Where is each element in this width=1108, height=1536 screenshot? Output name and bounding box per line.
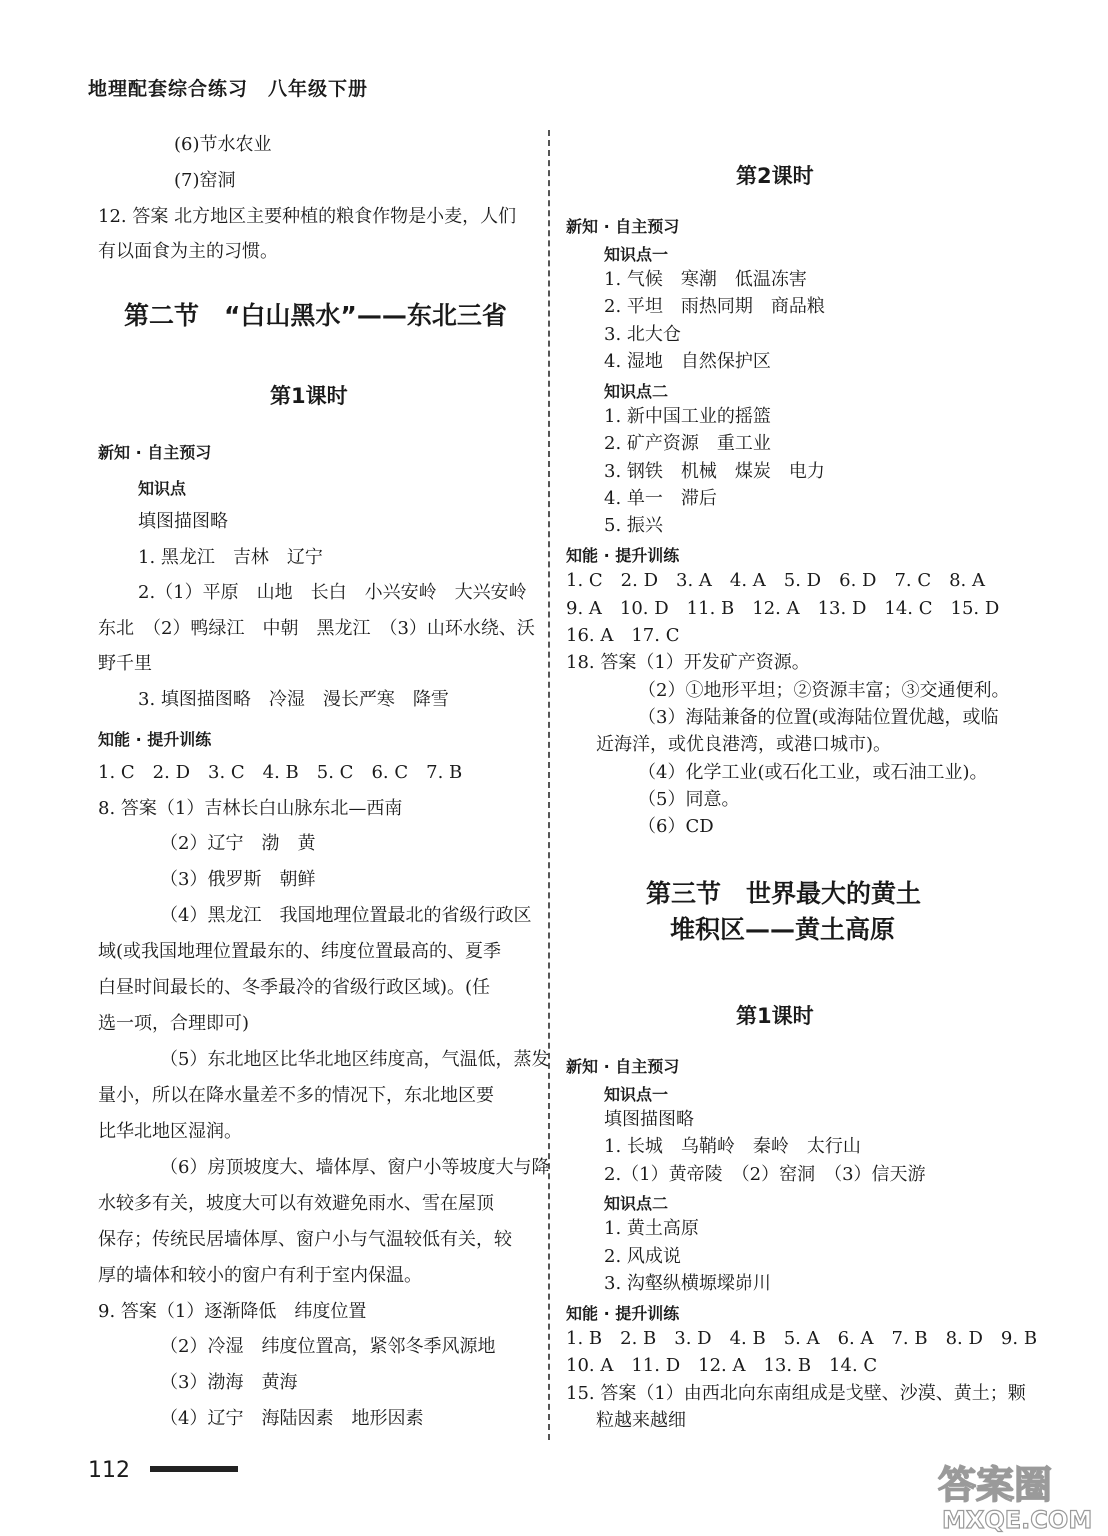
tag-training-3: 知能 · 提升训练 xyxy=(566,1304,680,1323)
tag-knowledge-point-4: 知识点二 xyxy=(604,1194,669,1213)
left-text-line: 白昼时间最长的、冬季最冷的省级行政区域)。(任 xyxy=(98,977,491,998)
left-text-line: 量小，所以在降水量差不多的情况下，东北地区要 xyxy=(98,1085,494,1106)
left-text-line: 2.（1）平原 山地 长白 小兴安岭 大兴安岭 xyxy=(138,582,527,603)
footer-bar xyxy=(150,1466,238,1472)
tag-knowledge-point-3: 知识点一 xyxy=(604,1085,669,1104)
right-text-line: （3）海陆兼备的位置(或海陆位置优越，或临 xyxy=(638,707,999,728)
lesson-title-2: 第2课时 xyxy=(736,164,814,188)
right-text-line: 填图描图略 xyxy=(604,1109,694,1130)
left-text-line: 8. 答案（1）吉林长白山脉东北—西南 xyxy=(98,798,403,819)
left-text-line: 1. 黑龙江 吉林 辽宁 xyxy=(138,547,323,568)
right-text-line: 4. 单一 滞后 xyxy=(604,488,717,509)
left-text-line: （2）冷湿 纬度位置高，紧邻冬季风源地 xyxy=(160,1336,496,1357)
tag-training-2: 知能 · 提升训练 xyxy=(566,546,680,565)
left-text-line: 9. 答案（1）逐渐降低 纬度位置 xyxy=(98,1301,367,1322)
right-text-line: 1. C 2. D 3. A 4. A 5. D 6. D 7. C 8. A xyxy=(566,570,986,591)
column-divider xyxy=(548,130,550,1440)
right-text-line: 10. A 11. D 12. A 13. B 14. C xyxy=(566,1355,878,1376)
left-text-line: 填图描图略 xyxy=(138,511,228,532)
right-text-line: 4. 湿地 自然保护区 xyxy=(604,351,771,372)
lesson-title-3: 第1课时 xyxy=(736,1004,814,1028)
right-text-line: 2. 矿产资源 重工业 xyxy=(604,433,771,454)
left-text-line: 1. C 2. D 3. C 4. B 5. C 6. C 7. B xyxy=(98,762,463,783)
right-text-line: 2.（1）黄帝陵 （2）窑洞 （3）信天游 xyxy=(604,1164,926,1185)
left-text-line: 选一项，合理即可) xyxy=(98,1013,250,1034)
tag-knowledge-point-1: 知识点一 xyxy=(604,245,669,264)
right-text-line: 粒越来越细 xyxy=(596,1410,686,1431)
right-text-line: 16. A 17. C xyxy=(566,625,680,646)
right-text-line: （6）CD xyxy=(638,816,714,837)
left-text-line: 厚的墙体和较小的窗户有利于室内保温。 xyxy=(98,1265,422,1286)
section-title-3-line2: 堆积区——黄土高原 xyxy=(670,915,896,944)
right-text-line: 2. 风成说 xyxy=(604,1246,681,1267)
tag-preview: 新知 · 自主预习 xyxy=(98,443,212,462)
right-text-line: 18. 答案（1）开发矿产资源。 xyxy=(566,652,810,673)
left-text-line: （2）辽宁 渤 黄 xyxy=(160,833,316,854)
left-text-line: 比华北地区湿润。 xyxy=(98,1121,242,1142)
right-text-line: 5. 振兴 xyxy=(604,515,663,536)
right-text-line: 1. 黄土高原 xyxy=(604,1218,699,1239)
left-text-line: (7)窑洞 xyxy=(174,170,236,191)
left-text-line: （4）黑龙江 我国地理位置最北的省级行政区 xyxy=(160,905,532,926)
left-text-line: 野千里 xyxy=(98,653,152,674)
tag-knowledge-point-2: 知识点二 xyxy=(604,382,669,401)
section-title-3-line1: 第三节 世界最大的黄土 xyxy=(646,879,922,908)
left-text-line: 东北 （2）鸭绿江 中朝 黑龙江 （3）山环水绕、沃 xyxy=(98,618,535,639)
left-text-line: （6）房顶坡度大、墙体厚、窗户小等坡度大与降 xyxy=(160,1157,550,1178)
left-text-line: （3）渤海 黄海 xyxy=(160,1372,298,1393)
left-text-line: 12. 答案 北方地区主要种植的粮食作物是小麦，人们 xyxy=(98,206,517,227)
right-text-line: 近海洋，或优良港湾，或港口城市)。 xyxy=(596,734,892,755)
right-text-line: 2. 平坦 雨热同期 商品粮 xyxy=(604,296,825,317)
tag-preview-2: 新知 · 自主预习 xyxy=(566,217,680,236)
right-text-line: 1. 新中国工业的摇篮 xyxy=(604,406,771,427)
watermark-line1: 答案圈 xyxy=(938,1463,1053,1507)
tag-training: 知能 · 提升训练 xyxy=(98,730,212,749)
right-text-line: （2）①地形平坦；②资源丰富；③交通便利。 xyxy=(638,680,1010,701)
right-text-line: 3. 钢铁 机械 煤炭 电力 xyxy=(604,461,825,482)
left-text-line: （3）俄罗斯 朝鲜 xyxy=(160,869,316,890)
left-text-line: 有以面食为主的习惯。 xyxy=(98,241,278,262)
right-text-line: 1. 长城 乌鞘岭 秦岭 太行山 xyxy=(604,1136,861,1157)
lesson-title-1: 第1课时 xyxy=(270,384,348,408)
right-text-line: 9. A 10. D 11. B 12. A 13. D 14. C 15. D xyxy=(566,598,1000,619)
left-text-line: （4）辽宁 海陆因素 地形因素 xyxy=(160,1408,424,1429)
tag-preview-3: 新知 · 自主预习 xyxy=(566,1057,680,1076)
right-text-line: 1. B 2. B 3. D 4. B 5. A 6. A 7. B 8. D 9. B xyxy=(566,1328,1038,1349)
tag-knowledge-point: 知识点 xyxy=(138,479,187,498)
left-text-line: 保存；传统民居墙体厚、窗户小与气温较低有关，较 xyxy=(98,1229,512,1250)
right-text-line: （5）同意。 xyxy=(638,789,740,810)
section-title-2: 第二节 “白山黑水”——东北三省 xyxy=(124,301,507,330)
right-text-line: 3. 沟壑纵横塬墚峁川 xyxy=(604,1273,771,1294)
right-text-line: 1. 气候 寒潮 低温冻害 xyxy=(604,269,807,290)
right-text-line: 3. 北大仓 xyxy=(604,324,681,345)
watermark-line2: MXQE.COM xyxy=(942,1506,1093,1534)
watermark-logo xyxy=(930,1458,1102,1534)
right-text-line: 15. 答案（1）由西北向东南组成是戈壁、沙漠、黄土；颗 xyxy=(566,1383,1026,1404)
left-text-line: 3. 填图描图略 冷湿 漫长严寒 降雪 xyxy=(138,689,449,710)
left-text-line: 水较多有关，坡度大可以有效避免雨水、雪在屋顶 xyxy=(98,1193,494,1214)
page-number: 112 xyxy=(88,1458,130,1483)
left-text-line: （5）东北地区比华北地区纬度高，气温低，蒸发 xyxy=(160,1049,550,1070)
right-text-line: （4）化学工业(或石化工业，或石油工业)。 xyxy=(638,762,988,783)
left-text-line: (6)节水农业 xyxy=(174,134,272,155)
left-text-line: 域(或我国地理位置最东的、纬度位置最高的、夏季 xyxy=(98,941,502,962)
running-header: 地理配套综合练习 八年级下册 xyxy=(88,78,369,100)
